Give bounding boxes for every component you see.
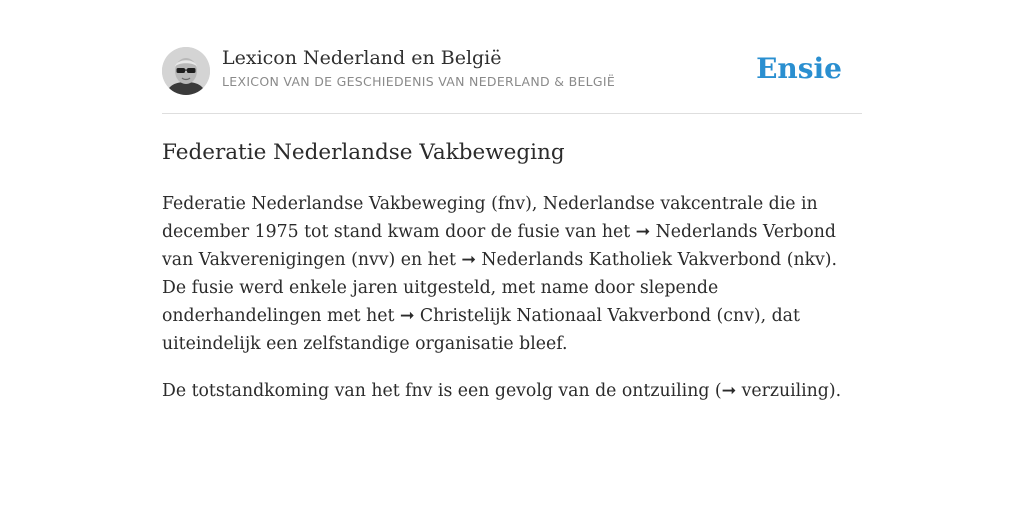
link-verzuiling[interactable]: ➞ verzuiling [721, 381, 829, 401]
text-segment: ). [828, 381, 842, 401]
text-segment: (cnv), dat uiteindelijk een zelfstandige organisatie bleef. [162, 306, 800, 354]
brand-logo[interactable]: Ensie [756, 52, 842, 85]
link-cnv[interactable]: ➞ Christelijk Nationaal Vakverbond [399, 306, 712, 326]
article-paragraph-2 [162, 377, 862, 405]
avatar[interactable] [162, 47, 210, 95]
page-title: Federatie Nederlandse Vakbeweging [162, 140, 565, 165]
site-subtitle: LEXICON VAN DE GESCHIEDENIS VAN NEDERLAND & BELGIË [222, 74, 616, 89]
text-segment: (nvv) en het [345, 250, 462, 270]
article-paragraph-1 [162, 190, 862, 358]
text-segment: Federatie Nederlandse Vakbeweging (fnv), Nederlandse vakcentrale die in december 1975 tot stand kwam door de fusie van het [162, 194, 818, 242]
article-body [162, 190, 862, 405]
link-nvv[interactable]: ➞ Nederlands Verbond van Vakverenigingen [162, 222, 836, 270]
page-container [162, 46, 862, 424]
site-header [162, 46, 862, 114]
site-title[interactable]: Lexicon Nederland en België [222, 47, 502, 69]
link-nkv[interactable]: ➞ Nederlands Katholiek Vakverbond [461, 250, 782, 270]
text-segment: (nkv). De fusie werd enkele jaren uitgesteld, met name door slepende onderhandelingen met het [162, 250, 838, 326]
person-photo-avatar-icon [162, 47, 210, 95]
text-segment: De totstandkoming van het fnv is een gevolg van de ontzuiling ( [162, 381, 722, 401]
